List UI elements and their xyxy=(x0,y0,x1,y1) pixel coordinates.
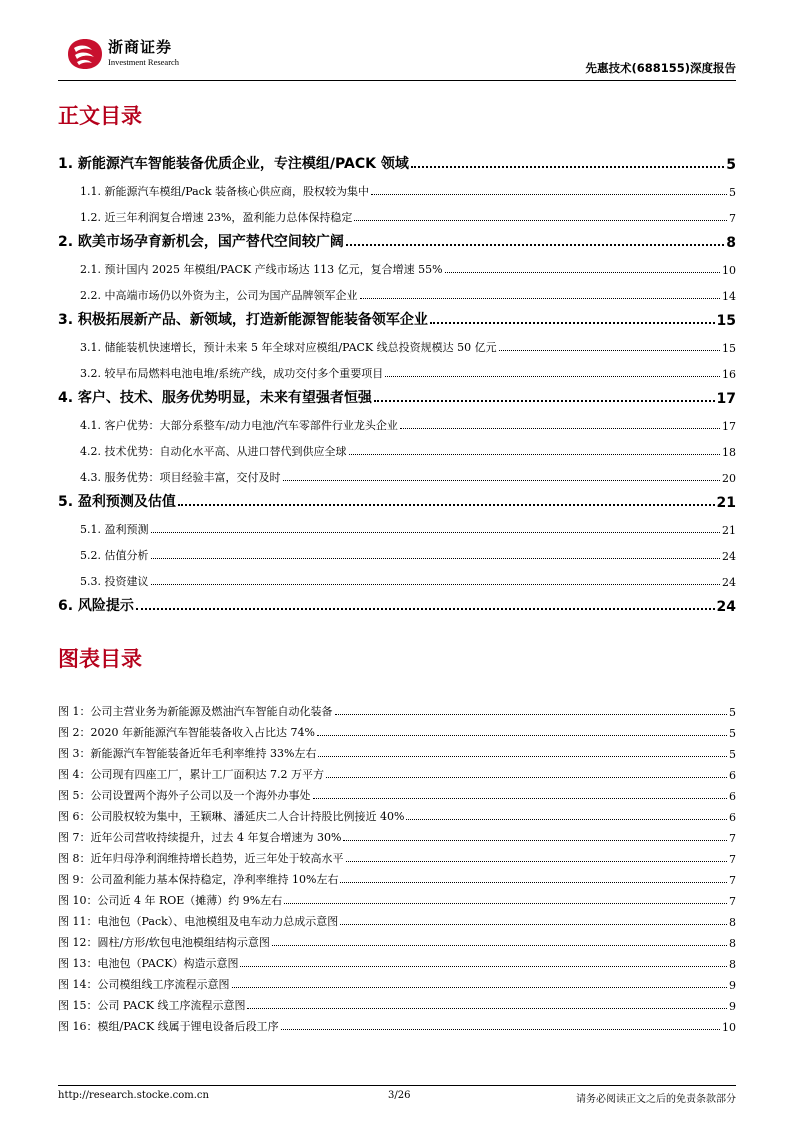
toc-entry-page: 17 xyxy=(722,420,736,433)
figure-entry-page: 9 xyxy=(729,979,736,992)
toc-entry[interactable] xyxy=(58,329,736,355)
toc-entry-label: 2.2. 中高端市场仍以外资为主，公司为国产品牌领军企业 xyxy=(80,289,358,302)
brand-name-en: Investment Research xyxy=(108,57,180,67)
dot-leader xyxy=(317,735,727,736)
figure-entry[interactable] xyxy=(58,803,736,824)
footer-url[interactable]: http://research.stocke.com.cn xyxy=(58,1090,209,1101)
toc-entry-page: 8 xyxy=(726,235,736,251)
figure-entry-label: 图 10：公司近 4 年 ROE（摊薄）约 9%左右 xyxy=(58,894,283,907)
toc-entry[interactable] xyxy=(58,225,736,251)
dot-leader xyxy=(313,798,728,799)
figure-entry[interactable] xyxy=(58,908,736,929)
figure-entry-label: 图 1：公司主营业务为新能源及燃油汽车智能自动化装备 xyxy=(58,705,333,718)
page-header xyxy=(58,28,736,81)
dot-leader xyxy=(240,966,727,967)
toc-entry-page: 20 xyxy=(722,472,736,485)
toc-entry-page: 15 xyxy=(722,342,736,355)
zheshang-logo-icon xyxy=(64,36,106,72)
toc-entry-page: 18 xyxy=(722,446,736,459)
figure-entry-label: 图 6：公司股权较为集中，王颖琳、潘延庆二人合计持股比例接近 40% xyxy=(58,810,405,823)
figure-entry-page: 6 xyxy=(729,811,736,824)
figure-entry[interactable] xyxy=(58,845,736,866)
toc-entry-label: 1.1. 新能源汽车模组/Pack 装备核心供应商，股权较为集中 xyxy=(80,185,369,198)
figure-entry-label: 图 15：公司 PACK 线工序流程示意图 xyxy=(58,999,246,1012)
brand xyxy=(108,39,179,68)
toc-entry-page: 24 xyxy=(722,550,736,563)
dot-leader xyxy=(326,777,727,778)
toc-entry-label: 3.1. 储能装机快速增长，预计未来 5 年全球对应模组/PACK 线总投资规模达 50 亿元 xyxy=(80,341,497,354)
dot-leader xyxy=(430,322,715,324)
dot-leader xyxy=(232,987,728,988)
toc-entry-label: 2. 欧美市场孕育新机会，国产替代空间较广阔 xyxy=(58,234,344,250)
footer-page-number: 3/26 xyxy=(388,1090,411,1101)
dot-leader xyxy=(374,400,715,402)
toc-entry-label: 6. 风险提示 xyxy=(58,598,134,614)
figure-entry-label: 图 12：圆柱/方形/软包电池模组结构示意图 xyxy=(58,936,270,949)
dot-leader xyxy=(371,194,727,195)
dot-leader xyxy=(445,272,720,273)
dot-leader xyxy=(283,480,721,481)
toc-entry-page: 7 xyxy=(729,212,736,225)
figure-entry-page: 8 xyxy=(729,937,736,950)
toc-entry-page: 21 xyxy=(716,495,736,511)
toc-entry-page: 21 xyxy=(722,524,736,537)
figure-entry-label: 图 7：近年公司营收持续提升，过去 4 年复合增速为 30% xyxy=(58,831,342,844)
toc-entry-label: 5. 盈利预测及估值 xyxy=(58,494,176,510)
figure-entry[interactable] xyxy=(58,866,736,887)
toc-entry-label: 2.1. 预计国内 2025 年模组/PACK 产线市场达 113 亿元，复合增速 55% xyxy=(80,263,443,276)
toc-entry[interactable] xyxy=(58,277,736,303)
figure-entry[interactable] xyxy=(58,1013,736,1034)
dot-leader xyxy=(360,298,721,299)
toc-entry[interactable] xyxy=(58,511,736,537)
figure-entry[interactable] xyxy=(58,698,736,719)
toc-entry-page: 10 xyxy=(722,264,736,277)
toc-entry[interactable] xyxy=(58,355,736,381)
figure-entry-label: 图 9：公司盈利能力基本保持稳定，净利率维持 10%左右 xyxy=(58,873,339,886)
figure-entry-page: 7 xyxy=(729,853,736,866)
toc-entry[interactable] xyxy=(58,537,736,563)
toc-entry[interactable] xyxy=(58,433,736,459)
figure-entry-label: 图 2：2020 年新能源汽车智能装备收入占比达 74% xyxy=(58,726,315,739)
figure-entry-label: 图 5：公司设置两个海外子公司以及一个海外办事处 xyxy=(58,789,311,802)
figure-entry-label: 图 4：公司现有四座工厂，累计工厂面积达 7.2 万平方 xyxy=(58,768,324,781)
figure-entry-page: 8 xyxy=(729,958,736,971)
figure-entry-label: 图 14：公司模组线工序流程示意图 xyxy=(58,978,230,991)
figure-entry[interactable] xyxy=(58,782,736,803)
dot-leader xyxy=(346,244,724,246)
toc-entry-label: 3.2. 较早布局燃料电池电堆/系统产线，成功交付多个重要项目 xyxy=(80,367,384,380)
figure-entry-page: 9 xyxy=(729,1000,736,1013)
figure-entry[interactable] xyxy=(58,761,736,782)
dot-leader xyxy=(340,882,727,883)
dot-leader xyxy=(406,819,727,820)
toc-entry[interactable] xyxy=(58,459,736,485)
figure-entry-page: 5 xyxy=(729,748,736,761)
figure-entry-page: 5 xyxy=(729,706,736,719)
toc-entry-label: 1. 新能源汽车智能装备优质企业，专注模组/PACK 领域 xyxy=(58,156,409,172)
footer-disclaimer: 请务必阅读正文之后的免责条款部分 xyxy=(576,1094,736,1105)
toc-entry-label: 4.2. 技术优势：自动化水平高、从进口替代到供应全球 xyxy=(80,445,347,458)
figure-entry-page: 7 xyxy=(729,832,736,845)
dot-leader xyxy=(247,1008,727,1009)
toc-entry[interactable] xyxy=(58,147,736,173)
dot-leader xyxy=(284,903,727,904)
dot-leader xyxy=(400,428,720,429)
dot-leader xyxy=(178,504,715,506)
figure-entry[interactable] xyxy=(58,992,736,1013)
dot-leader xyxy=(340,924,727,925)
toc-list xyxy=(58,147,736,615)
figure-entry[interactable] xyxy=(58,929,736,950)
figure-entry[interactable] xyxy=(58,719,736,740)
toc-entry[interactable] xyxy=(58,303,736,329)
toc-entry-page: 16 xyxy=(722,368,736,381)
toc-entry-label: 5.1. 盈利预测 xyxy=(80,523,149,536)
toc-entry[interactable] xyxy=(58,407,736,433)
dot-leader xyxy=(354,220,727,221)
dot-leader xyxy=(335,714,728,715)
figure-entry-label: 图 11：电池包（Pack）、电池模组及电车动力总成示意图 xyxy=(58,915,339,928)
figure-entry[interactable] xyxy=(58,824,736,845)
toc-entry[interactable] xyxy=(58,381,736,407)
figure-entry[interactable] xyxy=(58,950,736,971)
dot-leader xyxy=(411,166,724,168)
figure-entry-label: 图 16：模组/PACK 线属于锂电设备后段工序 xyxy=(58,1020,279,1033)
dot-leader xyxy=(346,861,728,862)
brand-name-cn: 浙商证券 xyxy=(108,38,173,56)
toc-entry-label: 5.3. 投资建议 xyxy=(80,575,149,588)
toc-entry-label: 1.2. 近三年利润复合增速 23%，盈利能力总体保持稳定 xyxy=(80,211,353,224)
toc-entry[interactable] xyxy=(58,251,736,277)
dot-leader xyxy=(499,350,720,351)
dot-leader xyxy=(151,532,721,533)
figure-entry[interactable] xyxy=(58,971,736,992)
dot-leader xyxy=(136,608,715,610)
figure-entry-page: 8 xyxy=(729,916,736,929)
toc-entry[interactable] xyxy=(58,485,736,511)
dot-leader xyxy=(281,1029,720,1030)
toc-title: 正文目录 xyxy=(58,104,142,128)
dot-leader xyxy=(343,840,727,841)
figures-title: 图表目录 xyxy=(58,647,142,671)
report-title: 先惠技术(688155)深度报告 xyxy=(585,61,736,75)
toc-entry-label: 5.2. 估值分析 xyxy=(80,549,149,562)
figure-entry-page: 6 xyxy=(729,790,736,803)
toc-entry-page: 5 xyxy=(729,186,736,199)
dot-leader xyxy=(272,945,727,946)
dot-leader xyxy=(318,756,727,757)
dot-leader xyxy=(349,454,721,455)
toc-entry-page: 5 xyxy=(726,157,736,173)
toc-entry-label: 3. 积极拓展新产品、新领域，打造新能源智能装备领军企业 xyxy=(58,312,428,328)
toc-entry[interactable] xyxy=(58,589,736,615)
toc-entry-label: 4.3. 服务优势：项目经验丰富，交付及时 xyxy=(80,471,281,484)
figure-entry[interactable] xyxy=(58,887,736,908)
toc-entry-page: 24 xyxy=(716,599,736,615)
toc-entry-page: 17 xyxy=(716,391,736,407)
figure-entry-page: 5 xyxy=(729,727,736,740)
toc-entry-page: 14 xyxy=(722,290,736,303)
toc-entry-label: 4.1. 客户优势：大部分系整车/动力电池/汽车零部件行业龙头企业 xyxy=(80,419,398,432)
toc-entry[interactable] xyxy=(58,563,736,589)
toc-entry[interactable] xyxy=(58,173,736,199)
figure-entry-label: 图 13：电池包（PACK）构造示意图 xyxy=(58,957,239,970)
toc-entry[interactable] xyxy=(58,199,736,225)
figure-entry-page: 7 xyxy=(729,895,736,908)
dot-leader xyxy=(151,584,721,585)
figure-entry[interactable] xyxy=(58,740,736,761)
toc-entry-page: 24 xyxy=(722,576,736,589)
toc-entry-page: 15 xyxy=(716,313,736,329)
figure-entry-page: 10 xyxy=(722,1021,736,1034)
dot-leader xyxy=(151,558,721,559)
figures-list xyxy=(58,698,736,1034)
figure-entry-page: 7 xyxy=(729,874,736,887)
toc-entry-label: 4. 客户、技术、服务优势明显，未来有望强者恒强 xyxy=(58,390,372,406)
dot-leader xyxy=(385,376,720,377)
figure-entry-label: 图 8：近年归母净利润维持增长趋势，近三年处于较高水平 xyxy=(58,852,344,865)
page-footer xyxy=(58,1085,736,1105)
figure-entry-label: 图 3：新能源汽车智能装备近年毛利率维持 33%左右 xyxy=(58,747,317,760)
figure-entry-page: 6 xyxy=(729,769,736,782)
